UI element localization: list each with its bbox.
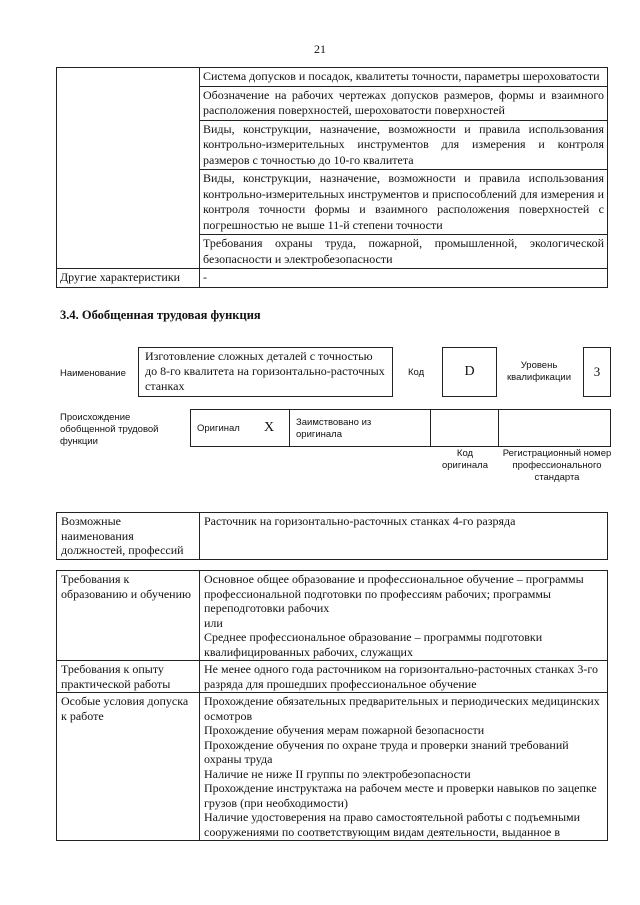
positions-table [56,512,608,560]
function-name-box [138,347,393,397]
reg-number-cell [498,409,611,447]
table-cell: Обозначение на рабочих чертежах допусков размеров, формы и взаимного расположения поверхностей, шероховатости поверхностей [200,86,608,120]
original-mark: X [264,420,275,435]
name-label: Наименование [60,368,126,379]
table-row [57,693,608,841]
requirement-value [200,661,608,693]
table-row [57,661,608,693]
origin-label: Происхождение обобщенной трудовой функции [60,412,159,447]
requirement-label: Требования к опыту практической работы [57,661,200,693]
table-cell: - [200,269,608,288]
requirement-value [200,693,608,841]
table-row [57,571,608,661]
code-label: Код [408,367,425,378]
level-label: Уровень квалификации [506,360,572,383]
original-label: Оригинал [197,423,240,434]
table-cell-left: Другие характеристики [57,269,200,288]
table-row [57,513,608,560]
requirement-line: или [204,615,223,630]
table-cell-left [57,68,200,269]
knowledge-table [56,67,608,288]
code-value: D [464,364,475,379]
borrowed-cell [289,409,431,447]
positions-value: Расточник на горизонтально-расточных станках 4-го разряда [200,513,608,560]
requirement-line: Основное общее образование и профессиональное обучение – программы профессиональной подготовки по профессиям рабочих; программы переподготовки рабочих [204,572,584,615]
page-number: 21 [314,42,326,56]
requirement-line: Прохождение обязательных предварительных и периодических медицинских осмотров [204,694,600,723]
table-cell: Требования охраны труда, пожарной, промышленной, экологической безопасности и электробезопасности [200,235,608,269]
requirement-line: Среднее профессиональное образование – программы подготовки квалифицированных рабочих, служащих [204,630,543,659]
requirement-line: Прохождение обучения мерам пожарной безопасности [204,723,485,737]
table-row [57,68,608,87]
requirement-label: Требования к образованию и обучению [57,571,200,661]
requirement-value [200,571,608,661]
table-cell: Система допусков и посадок, квалитеты точности, параметры шероховатости [200,68,608,87]
level-value: 3 [593,364,601,379]
requirement-line: Не менее одного года расточником на горизонтально-расточных станках 3-го разряда для прошедших профессиональное обучение [204,662,598,691]
code-original-label: Код оригинала [441,448,488,471]
original-cell [190,409,290,447]
requirement-line: Прохождение инструктажа на рабочем месте и проверки навыков по зацепке грузов (при необходимости) [204,781,597,810]
requirement-line: Прохождение обучения по охране труда и проверки знаний требований охраны труда [204,737,569,766]
borrowed-label: Заимствовано из оригинала [296,417,372,440]
requirement-line: Наличие не ниже II группы по электробезопасности [204,766,471,781]
table-row [57,269,608,288]
table-cell: Виды, конструкции, назначение, возможности и правила использования контрольно-измерительных инструментов для измерения и контроля размеров с точностью до 10-го квалитета [200,120,608,170]
function-name-value: Изготовление сложных деталей с точностью до 8-го квалитета на горизонтально-расточных станках [145,349,385,393]
code-value-box [442,347,497,397]
requirement-line: Наличие удостоверения на право самостоятельной работы с подъемными сооружениями по соответствующим видам деятельности, выданное в [204,810,581,839]
requirements-table [56,570,608,841]
code-original-cell [430,409,499,447]
section-title: 3.4. Обобщенная трудовая функция [60,308,261,322]
level-value-box [583,347,611,397]
positions-label: Возможные наименования должностей, профессий [57,513,200,560]
requirement-label: Особые условия допуска к работе [57,693,200,841]
table-cell: Виды, конструкции, назначение, возможности и правила использования контрольно-измерительных инструментов и приспособлений для измерения и контроля точности формы и взаимного расположения поверхностей с погрешностью не выше 11-й степени точности [200,170,608,235]
reg-number-label: Регистрационный номер профессионального стандарта [502,448,612,483]
